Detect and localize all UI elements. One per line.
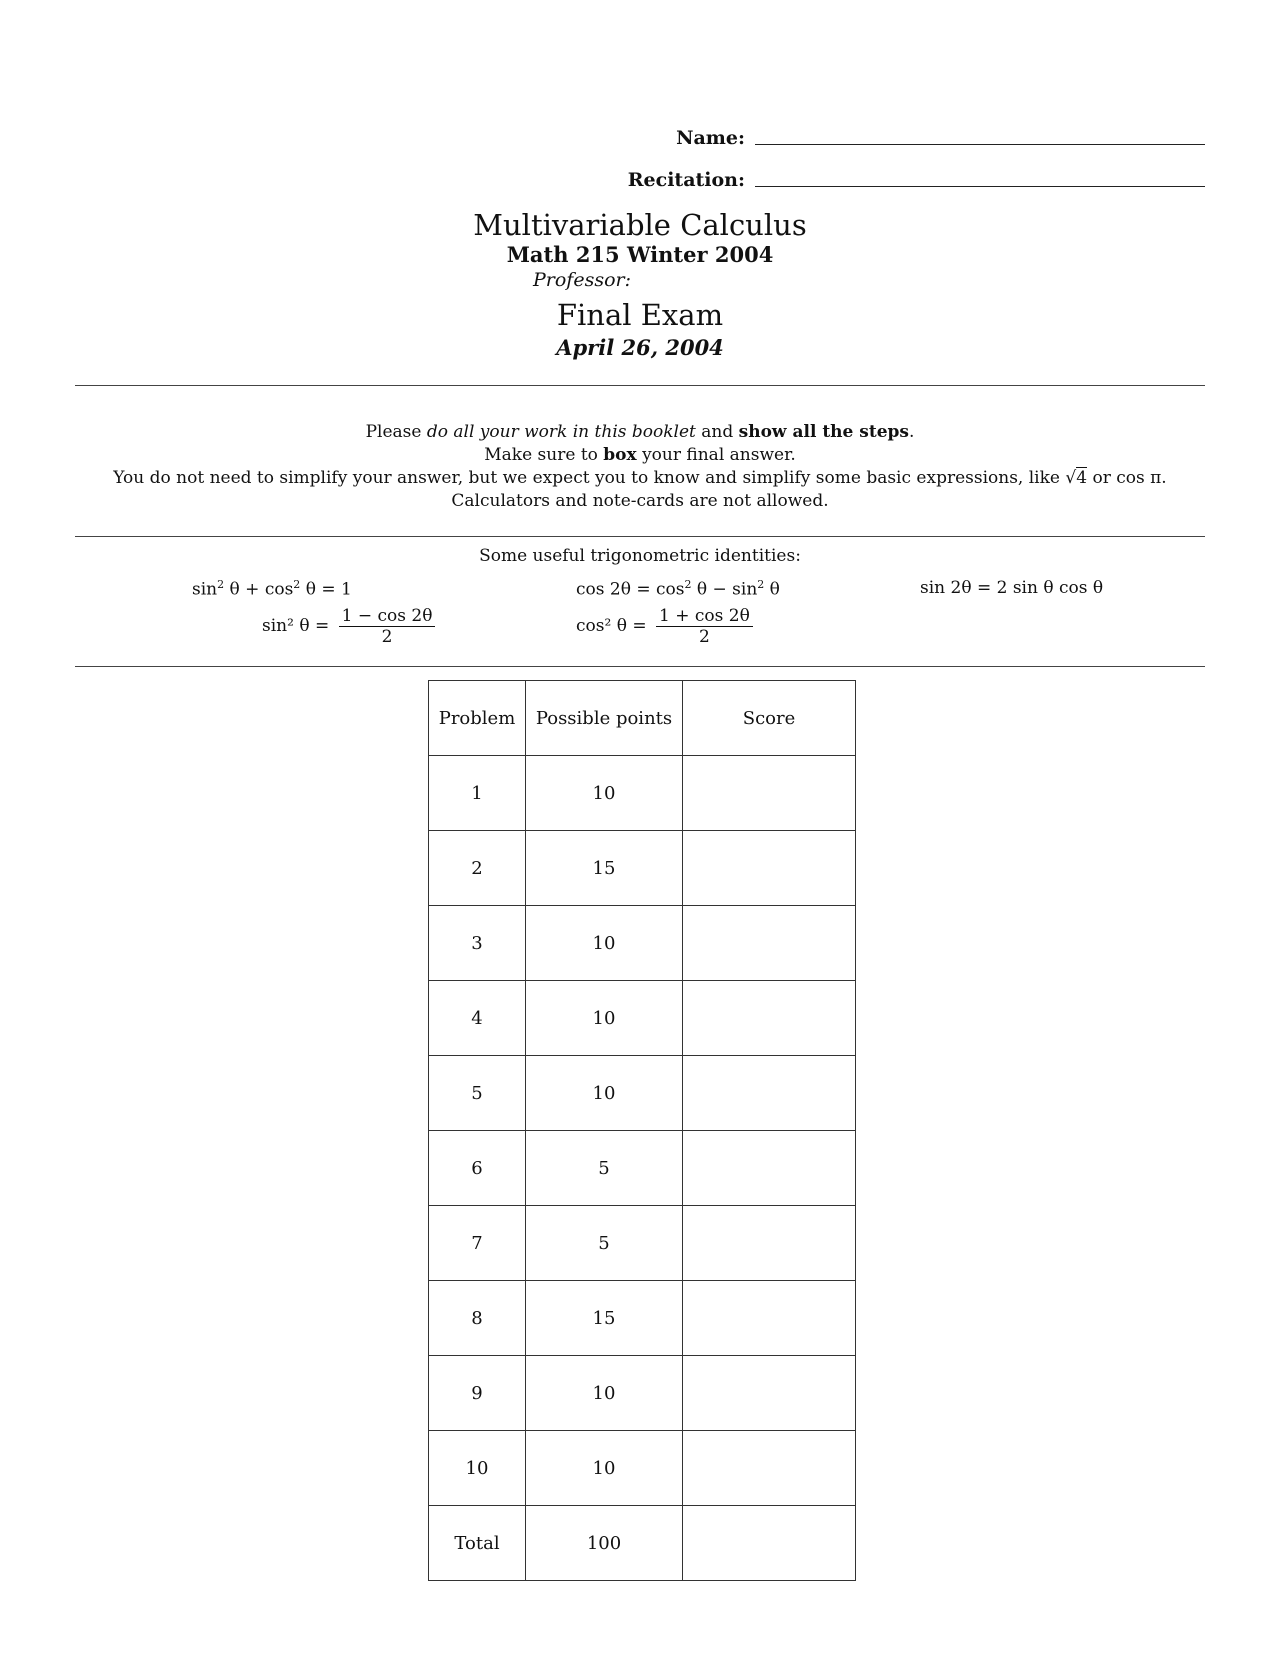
instruction-line-4: Calculators and note-cards are not allowed. [451,491,829,511]
table-row [429,831,856,906]
possible-points: 15 [526,831,683,906]
course-title: Multivariable Calculus [473,208,807,242]
possible-points: 10 [526,1356,683,1431]
instruction-line-1 [75,421,1205,444]
instr-text: You do not need to simplify your answer, but we expect you to know and simplify some basic expressions, like [113,468,1066,488]
fraction [656,606,753,647]
problem-number: 8 [429,1281,526,1356]
score-cell[interactable] [683,906,856,981]
instr-bold: show all the steps [738,422,909,442]
score-cell[interactable] [683,1431,856,1506]
instr-text: or cos π. [1087,468,1167,488]
problem-number: 10 [429,1431,526,1506]
total-label: Total [429,1506,526,1581]
problem-number: 3 [429,906,526,981]
problem-number: 2 [429,831,526,906]
score-cell[interactable] [683,1281,856,1356]
fraction-denominator: 2 [698,627,710,647]
identities-heading: Some useful trigonometric identities: [479,546,801,566]
identity-pythagorean: $\sin^2 \theta + \cos^2 \theta = 1$ [192,578,352,600]
fraction [339,606,436,647]
header-possible-points: Possible points [526,681,683,756]
name-label: Name: [676,127,745,149]
score-table [428,680,856,1581]
instruction-line-3 [75,467,1205,490]
divider-middle [75,536,1205,537]
recitation-field[interactable] [755,186,1205,187]
possible-points: 5 [526,1131,683,1206]
possible-points: 10 [526,756,683,831]
fraction-denominator: 2 [381,627,393,647]
table-row [429,1206,856,1281]
problem-number: 7 [429,1206,526,1281]
table-row [429,1056,856,1131]
identity-cos-double: $\cos 2\theta = \cos^2 \theta - \sin^2 \theta$ [576,578,780,600]
instr-text: your final answer. [636,445,796,465]
instr-emphasis: do all your work in this booklet [426,422,696,442]
name-field[interactable] [755,144,1205,145]
identity-sin-squared [262,606,435,647]
exam-date: April 26, 2004 [556,335,724,360]
header-score: Score [683,681,856,756]
score-cell[interactable] [683,756,856,831]
score-cell[interactable] [683,981,856,1056]
course-info: Math 215 Winter 2004 [506,242,774,267]
header-problem: Problem [429,681,526,756]
table-row [429,756,856,831]
instr-text: Make sure to [484,445,604,465]
exam-title: Final Exam [556,298,724,332]
score-cell[interactable] [683,1131,856,1206]
instr-text: Please [365,422,427,442]
identity-lhs: cos² θ = [576,616,647,636]
instruction-line-2 [75,444,1205,467]
problem-number: 6 [429,1131,526,1206]
fraction-numerator: 1 − cos 2θ [339,606,436,627]
problem-number: 5 [429,1056,526,1131]
sqrt-icon: √ [1065,468,1077,488]
problem-number: 1 [429,756,526,831]
score-cell[interactable] [683,831,856,906]
instr-text: and [695,422,739,442]
table-row [429,906,856,981]
identity-lhs: sin² θ = [262,616,330,636]
recitation-label: Recitation: [627,169,745,191]
total-score-cell[interactable] [683,1506,856,1581]
problem-number: 4 [429,981,526,1056]
possible-points: 15 [526,1281,683,1356]
possible-points: 10 [526,1431,683,1506]
identity-cos-squared [576,606,753,647]
possible-points: 5 [526,1206,683,1281]
divider-bottom [75,666,1205,667]
total-points: 100 [526,1506,683,1581]
table-row [429,1131,856,1206]
instr-bold: box [603,445,637,465]
possible-points: 10 [526,906,683,981]
sqrt-radicand: 4 [1076,468,1088,488]
table-row [429,1356,856,1431]
score-cell[interactable] [683,1206,856,1281]
possible-points: 10 [526,1056,683,1131]
instr-text: . [908,422,915,442]
table-header-row [429,681,856,756]
professor-label: Professor: [533,269,632,291]
table-row [429,981,856,1056]
table-total-row [429,1506,856,1581]
table-row [429,1281,856,1356]
table-row [429,1431,856,1506]
fraction-numerator: 1 + cos 2θ [656,606,753,627]
possible-points: 10 [526,981,683,1056]
problem-number: 9 [429,1356,526,1431]
score-cell[interactable] [683,1356,856,1431]
identity-sin-double: sin 2θ = 2 sin θ cos θ [920,578,1104,598]
score-cell[interactable] [683,1056,856,1131]
divider-top [75,385,1205,386]
